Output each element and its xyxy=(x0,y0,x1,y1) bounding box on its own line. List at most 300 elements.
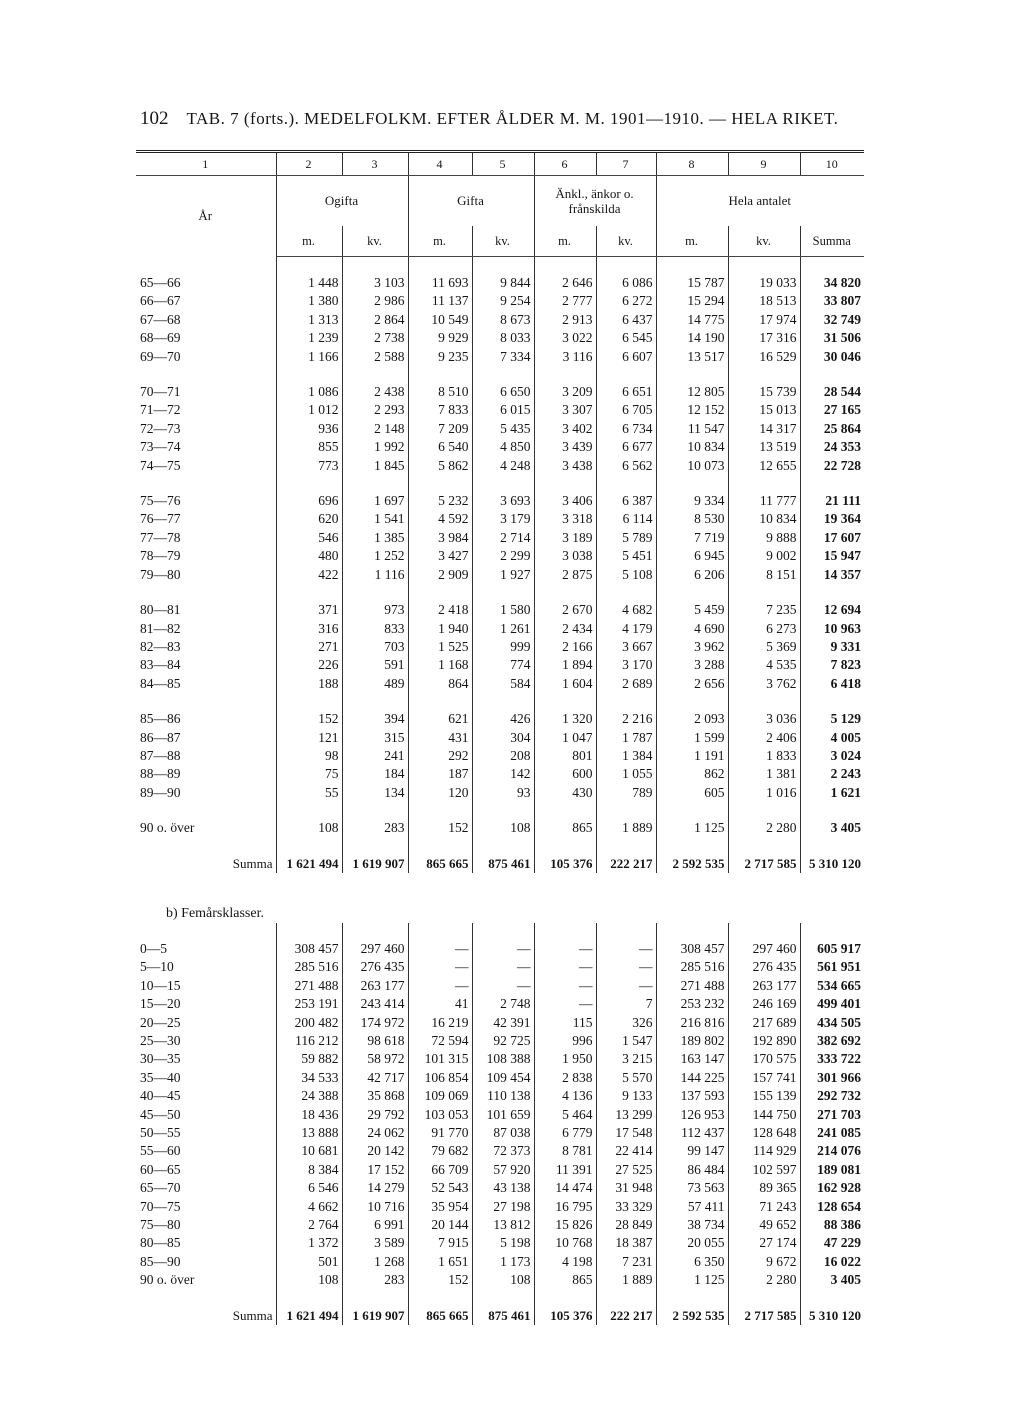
table-row xyxy=(136,710,864,728)
data-cell: 188 xyxy=(276,675,342,693)
data-cell: 86 484 xyxy=(656,1161,728,1179)
data-cell: 18 387 xyxy=(596,1234,656,1252)
data-cell: 2 689 xyxy=(596,675,656,693)
data-cell: 292 732 xyxy=(817,1088,861,1104)
data-cell: 8 781 xyxy=(534,1142,596,1160)
spacer-cell xyxy=(596,693,656,710)
data-cell: 15 294 xyxy=(656,292,728,310)
data-cell: 1 621 494 xyxy=(276,855,342,873)
data-cell: 6 437 xyxy=(596,311,656,329)
data-cell: 696 xyxy=(276,492,342,510)
data-cell: 9 672 xyxy=(728,1253,800,1271)
spacer-cell xyxy=(800,366,864,383)
table-row xyxy=(136,958,864,976)
table-row xyxy=(136,1161,864,1179)
data-cell: 128 648 xyxy=(728,1124,800,1142)
data-cell: 5 435 xyxy=(472,420,534,438)
spacer-cell xyxy=(276,475,342,492)
spacer-cell xyxy=(596,584,656,601)
data-cell: 2 418 xyxy=(408,601,472,619)
table-row xyxy=(136,620,864,638)
data-cell: 208 xyxy=(472,747,534,765)
data-cell: 6 779 xyxy=(534,1124,596,1142)
data-cell: 3 405 xyxy=(830,820,861,836)
male-header: m. xyxy=(276,226,342,257)
data-cell: 17 548 xyxy=(596,1124,656,1142)
data-cell: 108 xyxy=(276,819,342,837)
data-cell: 2 670 xyxy=(534,601,596,619)
table-row xyxy=(136,1234,864,1252)
spacer-cell xyxy=(136,257,276,275)
spacer-cell xyxy=(276,257,342,275)
spacer-cell xyxy=(408,366,472,383)
data-cell: 20 144 xyxy=(408,1216,472,1234)
spacer-cell xyxy=(596,1290,656,1307)
table-row xyxy=(136,1179,864,1197)
data-cell: 31 506 xyxy=(823,330,861,346)
data-cell: 112 437 xyxy=(656,1124,728,1142)
age-label: 55—60 xyxy=(136,1142,276,1160)
spacer-cell xyxy=(136,1290,276,1307)
spacer-cell xyxy=(534,923,596,940)
data-cell: 13 812 xyxy=(472,1216,534,1234)
data-cell: 11 547 xyxy=(656,420,728,438)
data-cell: 1 950 xyxy=(534,1050,596,1068)
data-cell: 12 694 xyxy=(823,602,861,618)
spacer-cell xyxy=(534,584,596,601)
data-cell: 189 802 xyxy=(656,1032,728,1050)
data-cell: 20 055 xyxy=(656,1234,728,1252)
data-cell: 17 607 xyxy=(823,529,861,545)
age-label: 45—50 xyxy=(136,1106,276,1124)
data-cell: 13 517 xyxy=(656,348,728,366)
spacer-cell xyxy=(800,802,864,819)
group-spacer xyxy=(136,257,864,275)
data-cell: 1 541 xyxy=(342,510,408,528)
data-cell: 31 948 xyxy=(596,1179,656,1197)
data-cell: 1 173 xyxy=(472,1253,534,1271)
data-cell: 27 525 xyxy=(596,1161,656,1179)
data-cell: 22 414 xyxy=(596,1142,656,1160)
age-label: 35—40 xyxy=(136,1069,276,1087)
page-title: TAB. 7 (forts.). MEDELFOLKM. EFTER ÅLDER M. M. 1901—1910. — HELA RIKET. xyxy=(186,109,839,128)
data-cell: 92 725 xyxy=(472,1032,534,1050)
data-cell: 10 963 xyxy=(823,620,861,636)
gifta-header: Gifta xyxy=(408,176,534,227)
data-cell: 174 972 xyxy=(342,1014,408,1032)
data-cell: 5 570 xyxy=(596,1069,656,1087)
data-cell: 8 384 xyxy=(276,1161,342,1179)
data-cell: 5 310 120 xyxy=(809,1307,861,1323)
data-cell: 875 461 xyxy=(472,1307,534,1325)
data-cell: 144 225 xyxy=(656,1069,728,1087)
spacer-cell xyxy=(342,366,408,383)
data-cell: 2 717 585 xyxy=(728,855,800,873)
data-cell: 34 533 xyxy=(276,1069,342,1087)
data-cell: 15 013 xyxy=(728,401,800,419)
age-label: 83—84 xyxy=(136,656,276,674)
group-spacer xyxy=(136,1290,864,1307)
data-cell: 28 544 xyxy=(823,384,861,400)
data-cell: 1 372 xyxy=(276,1234,342,1252)
data-cell: 71 243 xyxy=(728,1198,800,1216)
data-cell: 253 232 xyxy=(656,995,728,1013)
spacer-cell xyxy=(472,693,534,710)
age-label: 72—73 xyxy=(136,420,276,438)
data-cell: 434 505 xyxy=(817,1014,861,1030)
data-cell: 301 966 xyxy=(817,1069,861,1085)
spacer-cell xyxy=(136,838,276,855)
data-cell: 6 387 xyxy=(596,492,656,510)
data-cell: 2 434 xyxy=(534,620,596,638)
ogifta-header: Ogifta xyxy=(276,176,408,227)
data-cell: 431 xyxy=(408,729,472,747)
table-row xyxy=(136,383,864,401)
data-cell: 801 xyxy=(534,747,596,765)
spacer-cell xyxy=(408,475,472,492)
data-cell: 5 862 xyxy=(408,457,472,475)
col-number: 6 xyxy=(534,152,596,176)
data-cell: 75 xyxy=(276,765,342,783)
data-cell: 10 834 xyxy=(656,438,728,456)
spacer-cell xyxy=(276,838,342,855)
data-cell: 15 787 xyxy=(656,274,728,292)
data-cell: 5 198 xyxy=(472,1234,534,1252)
spacer-cell xyxy=(342,475,408,492)
page-number: 102 xyxy=(140,108,169,129)
data-cell: 6 991 xyxy=(342,1216,408,1234)
male-header: m. xyxy=(656,226,728,257)
table-row xyxy=(136,765,864,783)
summa-row xyxy=(136,1307,864,1325)
data-cell: 189 081 xyxy=(817,1161,861,1177)
data-cell: 6 015 xyxy=(472,401,534,419)
summa-label: Summa xyxy=(136,855,276,873)
data-cell: 1 621 494 xyxy=(276,1307,342,1325)
data-cell: 9 002 xyxy=(728,547,800,565)
data-cell: 5 789 xyxy=(596,529,656,547)
data-cell: 16 022 xyxy=(823,1253,861,1269)
spacer-cell xyxy=(800,257,864,275)
data-cell: 1 599 xyxy=(656,729,728,747)
table-row xyxy=(136,292,864,310)
widowed-header: Änkl., änkor o. frånskilda xyxy=(534,176,656,227)
data-cell: 187 xyxy=(408,765,472,783)
data-cell: 10 834 xyxy=(728,510,800,528)
data-cell: 2 656 xyxy=(656,675,728,693)
spacer-cell xyxy=(136,693,276,710)
data-cell: 3 318 xyxy=(534,510,596,528)
data-cell: 20 142 xyxy=(342,1142,408,1160)
col-number: 2 xyxy=(276,152,342,176)
spacer-cell xyxy=(534,475,596,492)
spacer-cell xyxy=(800,838,864,855)
spacer-cell xyxy=(472,923,534,940)
data-cell: 1 016 xyxy=(728,784,800,802)
data-cell: 703 xyxy=(342,638,408,656)
age-label: 60—65 xyxy=(136,1161,276,1179)
data-cell: 6 705 xyxy=(596,401,656,419)
spacer-cell xyxy=(728,693,800,710)
table-row xyxy=(136,1014,864,1032)
data-cell: 99 147 xyxy=(656,1142,728,1160)
data-cell: 24 353 xyxy=(823,439,861,455)
data-cell: 1 055 xyxy=(596,765,656,783)
total-header: Hela antalet xyxy=(728,192,791,208)
male-header: m. xyxy=(534,226,596,257)
data-cell: 88 386 xyxy=(823,1217,861,1233)
age-label: 5—10 xyxy=(136,958,276,976)
data-cell: 3 762 xyxy=(728,675,800,693)
data-cell: 1 191 xyxy=(656,747,728,765)
data-cell: 66 709 xyxy=(408,1161,472,1179)
summa-label: Summa xyxy=(136,1307,276,1325)
data-cell: 271 488 xyxy=(656,977,728,995)
data-cell: 6 350 xyxy=(656,1253,728,1271)
data-cell: 91 770 xyxy=(408,1124,472,1142)
data-cell: 2 280 xyxy=(728,1271,800,1289)
spacer-cell xyxy=(276,802,342,819)
data-cell: 142 xyxy=(472,765,534,783)
data-cell: 2 646 xyxy=(534,274,596,292)
data-cell: 101 659 xyxy=(472,1106,534,1124)
table-row xyxy=(136,311,864,329)
data-cell: 561 951 xyxy=(817,959,861,975)
data-cell: 8 530 xyxy=(656,510,728,528)
data-cell: 499 401 xyxy=(817,996,861,1012)
data-cell: 13 888 xyxy=(276,1124,342,1142)
data-cell: 89 365 xyxy=(728,1179,800,1197)
data-cell: 9 929 xyxy=(408,329,472,347)
age-label: 86—87 xyxy=(136,729,276,747)
data-cell: 4 850 xyxy=(472,438,534,456)
data-cell: 1 313 xyxy=(276,311,342,329)
spacer-cell xyxy=(656,1290,728,1307)
data-cell: 4 535 xyxy=(728,656,800,674)
data-cell: 4 005 xyxy=(830,729,861,745)
age-label: 90 o. över xyxy=(136,819,276,837)
table-row xyxy=(136,1271,864,1289)
data-cell: 605 917 xyxy=(817,940,861,956)
data-cell: 10 549 xyxy=(408,311,472,329)
data-cell: 6 677 xyxy=(596,438,656,456)
data-cell: 2 243 xyxy=(830,766,861,782)
data-cell: 3 036 xyxy=(728,710,800,728)
data-cell: 14 190 xyxy=(656,329,728,347)
data-cell: 865 xyxy=(534,819,596,837)
spacer-cell xyxy=(534,693,596,710)
group-spacer xyxy=(136,838,864,855)
col-number: 3 xyxy=(342,152,408,176)
data-cell: 1 239 xyxy=(276,329,342,347)
spacer-cell xyxy=(408,838,472,855)
data-cell: 2 592 535 xyxy=(656,855,728,873)
data-cell: 1 168 xyxy=(408,656,472,674)
table-row xyxy=(136,329,864,347)
table-row xyxy=(136,566,864,584)
data-cell: 3 589 xyxy=(342,1234,408,1252)
data-cell: 304 xyxy=(472,729,534,747)
spacer-cell xyxy=(342,1290,408,1307)
data-cell: 10 768 xyxy=(534,1234,596,1252)
data-cell: 1 125 xyxy=(656,819,728,837)
data-cell: 200 482 xyxy=(276,1014,342,1032)
data-cell: 2 299 xyxy=(472,547,534,565)
age-label: 85—90 xyxy=(136,1253,276,1271)
spacer-cell xyxy=(534,1290,596,1307)
age-label: 50—55 xyxy=(136,1124,276,1142)
spacer-cell xyxy=(276,923,342,940)
data-cell: 72 373 xyxy=(472,1142,534,1160)
spacer-cell xyxy=(728,366,800,383)
col-number: 10 xyxy=(800,152,864,176)
table-row xyxy=(136,1087,864,1105)
data-cell: 973 xyxy=(342,601,408,619)
data-cell: 2 592 535 xyxy=(656,1307,728,1325)
data-cell: 14 357 xyxy=(823,566,861,582)
age-label: 10—15 xyxy=(136,977,276,995)
data-cell: 24 062 xyxy=(342,1124,408,1142)
data-cell: 246 169 xyxy=(728,995,800,1013)
table-row xyxy=(136,492,864,510)
page-header xyxy=(140,108,838,130)
data-cell: 184 xyxy=(342,765,408,783)
table-row xyxy=(136,1106,864,1124)
table-row xyxy=(136,940,864,958)
data-cell: 116 212 xyxy=(276,1032,342,1050)
data-cell: 120 xyxy=(408,784,472,802)
data-cell: 2 738 xyxy=(342,329,408,347)
data-cell: 316 xyxy=(276,620,342,638)
data-cell: 489 xyxy=(342,675,408,693)
data-cell: 98 618 xyxy=(342,1032,408,1050)
age-label: 85—86 xyxy=(136,710,276,728)
spacer-cell xyxy=(800,1290,864,1307)
section-b-body xyxy=(136,873,864,1325)
data-cell: 862 xyxy=(656,765,728,783)
data-cell: — xyxy=(408,977,472,995)
table-row xyxy=(136,1253,864,1271)
age-label: 80—81 xyxy=(136,601,276,619)
data-cell: 105 376 xyxy=(534,1307,596,1325)
data-cell: 101 315 xyxy=(408,1050,472,1068)
spacer-cell xyxy=(596,366,656,383)
data-cell: 7 209 xyxy=(408,420,472,438)
age-label: 90 o. över xyxy=(136,1271,276,1289)
data-cell: 16 795 xyxy=(534,1198,596,1216)
female-header: kv. xyxy=(342,226,408,257)
age-label: 25—30 xyxy=(136,1032,276,1050)
data-cell: 162 928 xyxy=(817,1180,861,1196)
spacer-cell xyxy=(342,584,408,601)
data-cell: 241 085 xyxy=(817,1125,861,1141)
data-cell: 3 179 xyxy=(472,510,534,528)
data-cell: 2 909 xyxy=(408,566,472,584)
data-cell: — xyxy=(408,940,472,958)
data-cell: 7 334 xyxy=(472,348,534,366)
spacer-cell xyxy=(472,257,534,275)
spacer-cell xyxy=(596,802,656,819)
data-cell: — xyxy=(534,977,596,995)
data-cell: 4 662 xyxy=(276,1198,342,1216)
data-cell: 103 053 xyxy=(408,1106,472,1124)
data-cell: 137 593 xyxy=(656,1087,728,1105)
data-cell: 57 920 xyxy=(472,1161,534,1179)
data-cell: 18 436 xyxy=(276,1106,342,1124)
spacer-cell xyxy=(342,802,408,819)
age-label: 88—89 xyxy=(136,765,276,783)
table-row xyxy=(136,1216,864,1234)
data-cell: 2 280 xyxy=(728,819,800,837)
data-cell: 42 391 xyxy=(472,1014,534,1032)
table-row xyxy=(136,638,864,656)
data-cell: 28 849 xyxy=(596,1216,656,1234)
data-cell: 2 838 xyxy=(534,1069,596,1087)
age-label: 68—69 xyxy=(136,329,276,347)
data-cell: 773 xyxy=(276,457,342,475)
data-cell: 11 137 xyxy=(408,292,472,310)
data-cell: 2 166 xyxy=(534,638,596,656)
data-cell: 2 438 xyxy=(342,383,408,401)
data-cell: 1 448 xyxy=(276,274,342,292)
data-cell: 3 288 xyxy=(656,656,728,674)
data-cell: 480 xyxy=(276,547,342,565)
data-cell: 49 652 xyxy=(728,1216,800,1234)
data-cell: 3 402 xyxy=(534,420,596,438)
section-b-heading-row xyxy=(136,873,864,923)
data-cell: 144 750 xyxy=(728,1106,800,1124)
data-cell: 2 864 xyxy=(342,311,408,329)
data-cell: 10 716 xyxy=(342,1198,408,1216)
table-row xyxy=(136,977,864,995)
data-cell: 999 xyxy=(472,638,534,656)
age-label: 65—66 xyxy=(136,274,276,292)
data-cell: 3 667 xyxy=(596,638,656,656)
age-label: 87—88 xyxy=(136,747,276,765)
data-cell: 1 012 xyxy=(276,401,342,419)
data-cell: 2 093 xyxy=(656,710,728,728)
data-cell: 12 655 xyxy=(728,457,800,475)
data-cell: 4 179 xyxy=(596,620,656,638)
data-cell: 546 xyxy=(276,529,342,547)
data-cell: 3 406 xyxy=(534,492,596,510)
data-cell: 29 792 xyxy=(342,1106,408,1124)
data-cell: 6 734 xyxy=(596,420,656,438)
data-cell: 35 954 xyxy=(408,1198,472,1216)
col-number: 8 xyxy=(656,152,728,176)
data-cell: 6 607 xyxy=(596,348,656,366)
data-cell: 27 165 xyxy=(823,402,861,418)
data-cell: 163 147 xyxy=(656,1050,728,1068)
data-cell: 5 451 xyxy=(596,547,656,565)
data-cell: 7 231 xyxy=(596,1253,656,1271)
data-cell: 9 331 xyxy=(830,638,861,654)
age-label: 75—80 xyxy=(136,1216,276,1234)
data-cell: 2 986 xyxy=(342,292,408,310)
data-cell: 326 xyxy=(596,1014,656,1032)
data-cell: 10 681 xyxy=(276,1142,342,1160)
data-cell: 1 940 xyxy=(408,620,472,638)
data-cell: 12 152 xyxy=(656,401,728,419)
data-cell: 16 219 xyxy=(408,1014,472,1032)
table-row xyxy=(136,1142,864,1160)
data-cell: 6 272 xyxy=(596,292,656,310)
spacer-cell xyxy=(656,923,728,940)
data-cell: 5 108 xyxy=(596,566,656,584)
data-cell: 5 129 xyxy=(830,711,861,727)
data-cell: 4 136 xyxy=(534,1087,596,1105)
age-label: 76—77 xyxy=(136,510,276,528)
